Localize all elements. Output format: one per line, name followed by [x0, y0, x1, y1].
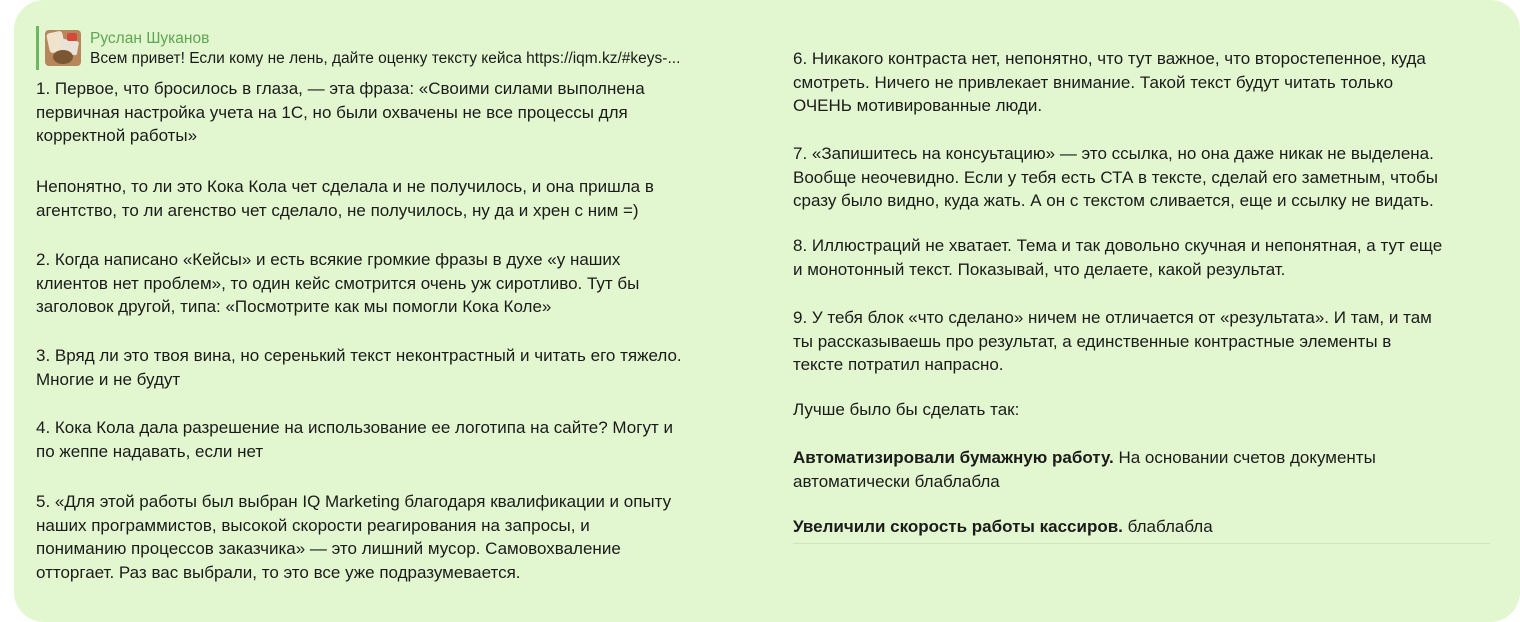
- paragraph-point-1-comment: Непонятно, то ли это Кока Кола чет сделала и не получилось, и она пришла в агентство, то ли агенство чет сделало, не получилось, ну да и хрен с ним =): [36, 177, 654, 220]
- paragraph-point-6: 6. Никакого контраста нет, непонятно, что тут важное, что второстепенное, куда смотреть. Ничего не привлекает внимание. Такой текст будут читать только ОЧЕНЬ мотивированные люди.: [793, 49, 1426, 115]
- example-2-rest: блаблабла: [1122, 517, 1213, 536]
- paragraph-point-8: 8. Иллюстраций не хватает. Тема и так довольно скучная и непонятная, а тут еще и монотонный текст. Показывай, что делаете, какой результат.: [793, 236, 1443, 279]
- paragraph-example-2: [793, 515, 1493, 539]
- paragraph-point-4: 4. Кока Кола дала разрешение на использование ее логотипа на сайте? Могут и по жеппе надавать, если нет: [36, 418, 673, 461]
- reply-quote-block[interactable]: [36, 26, 748, 70]
- divider: [793, 543, 1490, 544]
- reply-quoted-message: Всем привет! Если кому не лень, дайте оценку тексту кейса https://iqm.kz/#keys-...: [90, 50, 681, 67]
- paragraph-point-5: 5. «Для этой работы был выбран IQ Marketing благодаря квалификации и опыту наших программистов, высокой скорости реагирования на запросы, и пониманию процессов заказчика» — это лишний мусор. Самовохваление отторгает. Раз вас выбрали, то это все уже подразумевается.: [36, 492, 672, 582]
- paragraph-example-1: [793, 446, 1493, 493]
- example-2-bold: Увеличили скорость работы кассиров.: [793, 517, 1123, 536]
- message-bubble: [14, 0, 1520, 622]
- paragraph-point-1: 1. Первое, что бросилось в глаза, — эта фраза: «Своими силами выполнена первичная настройка учета на 1С, но были охвачены не все процессы для корректной работы»: [36, 79, 645, 145]
- example-1-line2: автоматически блаблабла: [793, 471, 1000, 491]
- reply-text: [90, 29, 680, 70]
- paragraph-point-3: 3. Вряд ли это твоя вина, но серенький текст неконтрастный и читать его тяжело. Многие и не будут: [36, 346, 682, 389]
- example-1-bold: Автоматизировали бумажную работу.: [793, 448, 1114, 467]
- paragraph-point-7: 7. «Запишитесь на консуьтацию» — это ссылка, но она даже никак не выделена. Вообще неочевидно. Если у тебя есть СТА в тексте, сделай его заметным, чтобы сразу было видно, куда жать. А он с текстом сливается, еще и ссылку не видать.: [793, 144, 1439, 210]
- avatar: [45, 30, 81, 66]
- reply-author-name: Руслан Шуканов: [90, 30, 210, 47]
- example-1-rest: На основании счетов документы: [1113, 448, 1376, 467]
- paragraph-point-9: 9. У тебя блок «что сделано» ничем не отличается от «результата». И там, и там ты рассказываешь про результат, а единственные контрастные элементы в тексте потратил напрасно.: [793, 308, 1432, 374]
- paragraph-better-way: Лучше было бы сделать так:: [793, 400, 1020, 419]
- paragraph-point-2: 2. Когда написано «Кейсы» и есть всякие громкие фразы в духе «у наших клиентов нет проблем», то один кейс смотрится очень уж сиротливо. Тут бы заголовок другой, типа: «Посмотрите как мы помогли Кока Коле»: [36, 250, 640, 316]
